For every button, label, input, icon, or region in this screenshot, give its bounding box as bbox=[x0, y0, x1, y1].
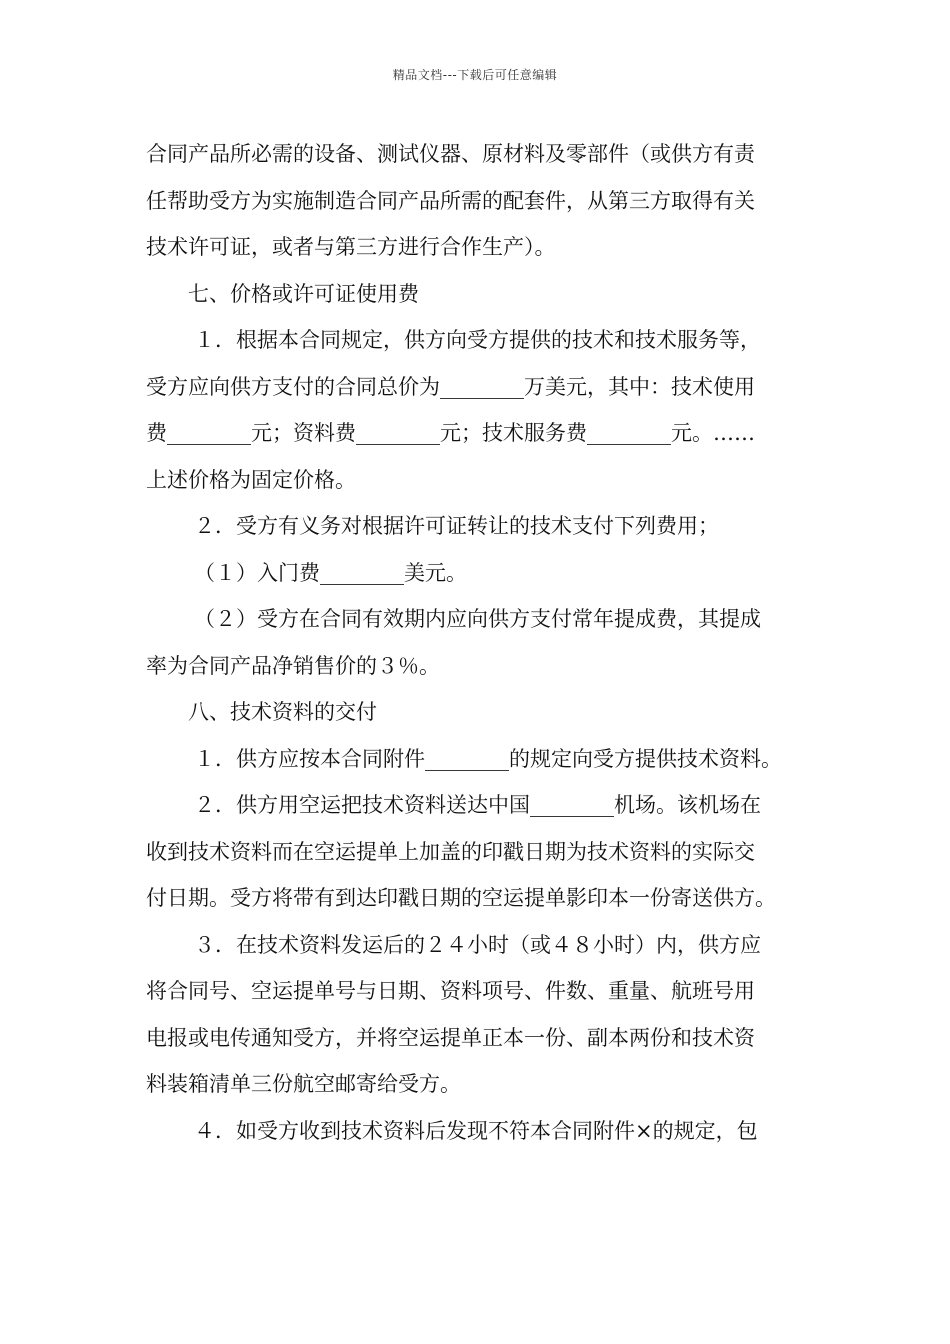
text-line: 受方应向供方支付的合同总价为________万美元，其中：技术使用 bbox=[146, 374, 755, 399]
text-line: ２．供方用空运把技术资料送达中国________机场。该机场在 bbox=[194, 793, 761, 817]
section-heading: 八、技术资料的交付 bbox=[188, 700, 377, 724]
text-line: （２）受方在合同有效期内应向供方支付常年提成费，其提成 bbox=[194, 607, 761, 631]
text-line: 费________元；资料费________元；技术服务费________元。…… bbox=[146, 421, 755, 445]
text-line: 付日期。受方将带有到达印戳日期的空运提单影印本一份寄送供方。 bbox=[146, 886, 776, 910]
text-line: 料装箱清单三份航空邮寄给受方。 bbox=[146, 1072, 461, 1096]
text-line: 任帮助受方为实施制造合同产品所需的配套件，从第三方取得有关 bbox=[146, 188, 755, 213]
text-line: 上述价格为固定价格。 bbox=[146, 467, 356, 492]
text-line: （１）入门费________美元。 bbox=[194, 560, 467, 585]
document-body bbox=[146, 131, 808, 1154]
text-line: 电报或电传通知受方，并将空运提单正本一份、副本两份和技术资 bbox=[146, 1025, 755, 1050]
text-line: 收到技术资料而在空运提单上加盖的印戳日期为技术资料的实际交 bbox=[146, 839, 755, 864]
text-line: 率为合同产品净销售价的３％。 bbox=[146, 653, 440, 678]
text-line: 合同产品所必需的设备、测试仪器、原材料及零部件（或供方有责 bbox=[146, 142, 755, 166]
section-heading: 七、价格或许可证使用费 bbox=[188, 281, 419, 306]
text-line: １．供方应按本合同附件________的规定向受方提供技术资料。 bbox=[194, 746, 782, 771]
text-line: ４．如受方收到技术资料后发现不符本合同附件×的规定，包 bbox=[194, 1118, 758, 1143]
text-line: ２．受方有义务对根据许可证转让的技术支付下列费用； bbox=[194, 514, 719, 538]
text-line: 将合同号、空运提单号与日期、资料项号、件数、重量、航班号用 bbox=[146, 979, 755, 1003]
text-line: １．根据本合同规定，供方向受方提供的技术和技术服务等， bbox=[194, 328, 761, 352]
page-header: 精品文档---下载后可任意编辑 bbox=[392, 68, 558, 82]
text-line: ３．在技术资料发运后的２４小时（或４８小时）内，供方应 bbox=[194, 932, 761, 957]
text-line: 技术许可证，或者与第三方进行合作生产）。 bbox=[146, 235, 556, 259]
